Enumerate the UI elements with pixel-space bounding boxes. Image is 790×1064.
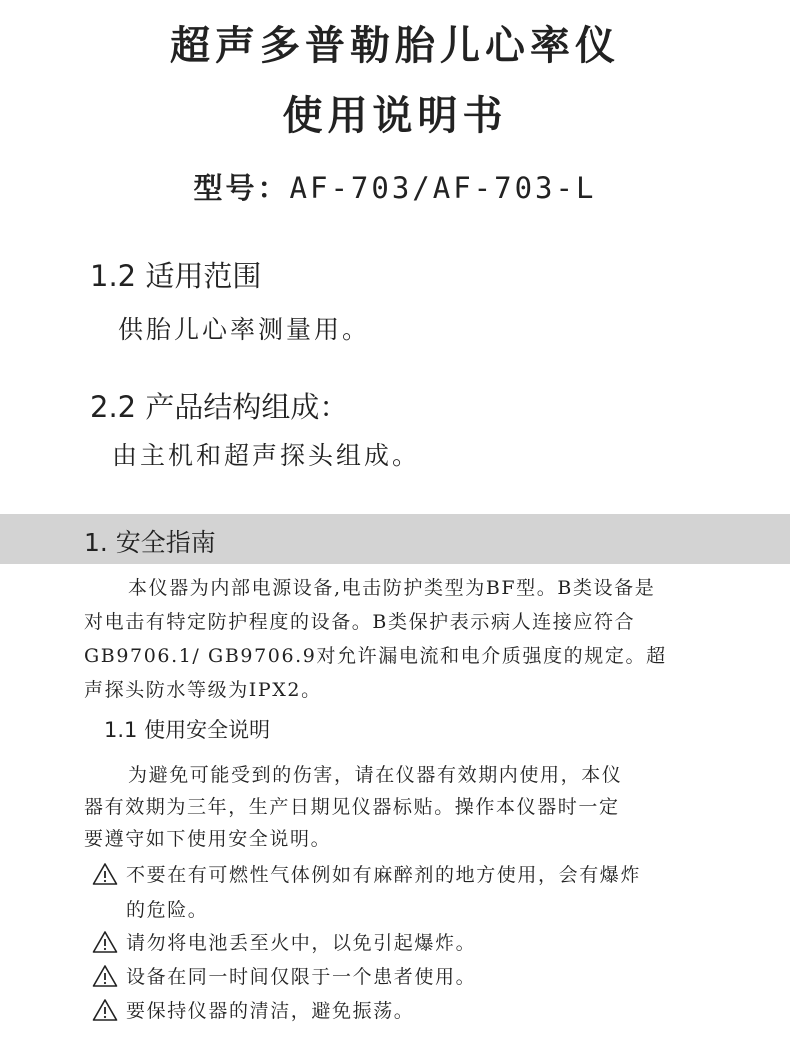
model-value: AF-703/AF-703-L <box>289 171 597 205</box>
warning-text-continued: 的危险。 <box>126 899 209 921</box>
warning-text: 设备在同一时间仅限于一个患者使用。 <box>126 966 477 988</box>
document-title: 超声多普勒胎儿心率仪 <box>170 23 620 69</box>
section-1-1-line: 要遵守如下使用安全说明。 <box>84 828 332 850</box>
section-1-1-line: 器有效期为三年，生产日期见仪器标贴。操作本仪器时一定 <box>84 796 620 818</box>
section-1-heading: 1. 安全指南 <box>84 528 216 557</box>
warning-item <box>92 996 414 1023</box>
document-subtitle: 使用说明书 <box>282 93 508 139</box>
warning-item <box>92 962 476 989</box>
section-1-1-heading: 1.1 使用安全说明 <box>104 718 271 742</box>
model-line <box>0 166 790 207</box>
section-1-2-heading: 1.2 适用范围 <box>90 259 262 293</box>
section-1-1-line: 为避免可能受到的伤害，请在仪器有效期内使用，本仪 <box>128 764 623 786</box>
section-1-2-text: 供胎儿心率测量用。 <box>118 315 371 344</box>
section-1-line: 本仪器为内部电源设备,电击防护类型为BF型。B类设备是 <box>128 577 656 599</box>
warning-text: 请勿将电池丢至火中，以免引起爆炸。 <box>126 932 477 954</box>
warning-triangle-icon <box>92 964 118 988</box>
section-1-line: 对电击有特定防护程度的设备。B类保护表示病人连接应符合 <box>84 611 636 633</box>
warning-triangle-icon <box>92 998 118 1022</box>
section-2-2-heading: 2.2 产品结构组成： <box>90 390 349 424</box>
warning-item <box>92 860 641 922</box>
model-label: 型号： <box>193 171 290 205</box>
warning-item <box>92 928 476 955</box>
warning-text: 要保持仪器的清洁，避免振荡。 <box>126 1000 415 1022</box>
warning-triangle-icon <box>92 930 118 954</box>
warning-triangle-icon <box>92 862 118 886</box>
warning-text: 不要在有可燃性气体例如有麻醉剂的地方使用，会有爆炸 <box>126 864 642 886</box>
section-1-line: 声探头防水等级为IPX2。 <box>84 679 322 701</box>
section-1-line: GB9706.1/ GB9706.9对允许漏电流和电介质强度的规定。超 <box>84 645 667 667</box>
section-2-2-text: 由主机和超声探头组成。 <box>112 441 421 470</box>
